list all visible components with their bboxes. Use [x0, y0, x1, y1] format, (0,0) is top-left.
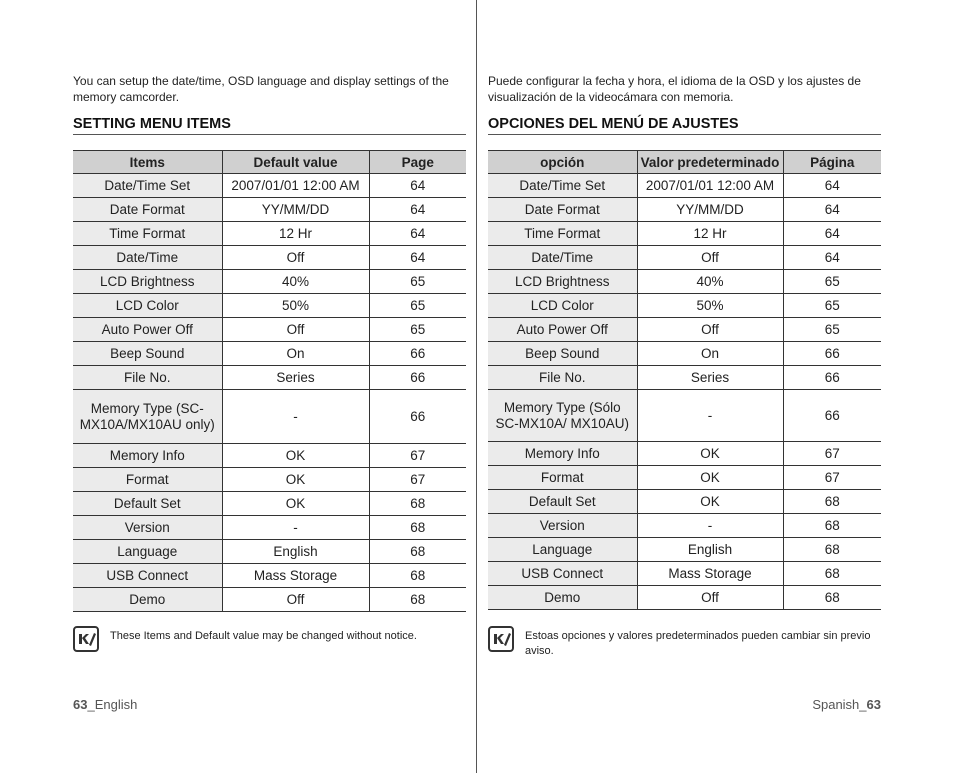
cell-default-value: Series — [222, 366, 369, 390]
cell-default-value: - — [222, 516, 369, 540]
cell-item: Date/Time Set — [73, 174, 222, 198]
table-row — [488, 342, 881, 366]
cell-default-value: 40% — [222, 270, 369, 294]
table-header-row — [73, 151, 466, 174]
cell-page: 66 — [369, 366, 466, 390]
cell-default-value: Off — [222, 246, 369, 270]
cell-item: USB Connect — [488, 562, 637, 586]
cell-item: Memory Type (SC-MX10A/MX10AU only) — [73, 390, 222, 444]
cell-item: LCD Brightness — [488, 270, 637, 294]
cell-page: 64 — [369, 246, 466, 270]
cell-page: 64 — [783, 174, 881, 198]
cell-item: Date Format — [73, 198, 222, 222]
cell-default-value: Series — [637, 366, 783, 390]
cell-page: 68 — [783, 538, 881, 562]
cell-default-value: Off — [637, 318, 783, 342]
cell-default-value: 2007/01/01 12:00 AM — [637, 174, 783, 198]
header-default-value: Default value — [222, 151, 369, 174]
cell-item: Format — [488, 466, 637, 490]
table-header-row — [488, 151, 881, 174]
cell-item: LCD Color — [73, 294, 222, 318]
table-row — [73, 390, 466, 444]
cell-item: Memory Info — [73, 444, 222, 468]
cell-default-value: OK — [637, 490, 783, 514]
cell-default-value: OK — [637, 442, 783, 466]
table-row — [488, 562, 881, 586]
page-footer — [73, 697, 137, 712]
table-row — [488, 294, 881, 318]
cell-page: 65 — [783, 294, 881, 318]
table-row — [73, 318, 466, 342]
cell-item: Language — [73, 540, 222, 564]
header-option: opción — [488, 151, 637, 174]
table-row — [488, 246, 881, 270]
intro-text: Puede configurar la fecha y hora, el idioma de la OSD y los ajustes de visualización de la videocámara con memoria. — [488, 74, 861, 104]
note-icon — [488, 626, 514, 652]
intro-text: You can setup the date/time, OSD language and display settings of the memory camcorder. — [73, 74, 449, 104]
table-row — [488, 318, 881, 342]
cell-page: 67 — [369, 468, 466, 492]
cell-page: 65 — [369, 318, 466, 342]
header-page: Página — [783, 151, 881, 174]
table-row — [73, 516, 466, 540]
cell-page: 64 — [783, 222, 881, 246]
table-row — [73, 342, 466, 366]
cell-item: Time Format — [73, 222, 222, 246]
cell-page: 66 — [783, 342, 881, 366]
page-divider — [476, 0, 477, 773]
cell-item: Date/Time Set — [488, 174, 637, 198]
table-row — [488, 222, 881, 246]
cell-page: 67 — [783, 442, 881, 466]
cell-page: 66 — [369, 342, 466, 366]
cell-default-value: Off — [637, 586, 783, 610]
table-row — [488, 198, 881, 222]
cell-page: 68 — [369, 564, 466, 588]
note-text: Estoas opciones y valores predeterminados pueden cambiar sin previo aviso. — [525, 630, 871, 657]
cell-item: Beep Sound — [73, 342, 222, 366]
cell-item: File No. — [73, 366, 222, 390]
table-row — [73, 540, 466, 564]
section-title: SETTING MENU ITEMS — [73, 116, 466, 135]
table-row — [488, 586, 881, 610]
cell-page: 68 — [783, 514, 881, 538]
cell-default-value: Mass Storage — [222, 564, 369, 588]
cell-default-value: - — [637, 390, 783, 442]
table-row — [488, 514, 881, 538]
cell-item: Date Format — [488, 198, 637, 222]
cell-item: Beep Sound — [488, 342, 637, 366]
table-row — [73, 222, 466, 246]
page-footer — [812, 697, 881, 712]
cell-page: 68 — [783, 490, 881, 514]
cell-default-value: 2007/01/01 12:00 AM — [222, 174, 369, 198]
cell-item: Version — [488, 514, 637, 538]
table-row — [73, 468, 466, 492]
cell-item: Memory Type (Sólo SC-MX10A/ MX10AU) — [488, 390, 637, 442]
cell-page: 65 — [369, 270, 466, 294]
table-row — [73, 294, 466, 318]
cell-page: 64 — [783, 198, 881, 222]
table-row — [73, 270, 466, 294]
table-row — [73, 492, 466, 516]
cell-item: Date/Time — [488, 246, 637, 270]
cell-default-value: YY/MM/DD — [222, 198, 369, 222]
cell-default-value: OK — [637, 466, 783, 490]
cell-default-value: Off — [222, 588, 369, 612]
cell-page: 64 — [783, 246, 881, 270]
page-number: 63 — [866, 697, 881, 712]
cell-default-value: On — [637, 342, 783, 366]
table-row — [73, 588, 466, 612]
cell-page: 66 — [369, 390, 466, 444]
cell-item: Auto Power Off — [488, 318, 637, 342]
cell-default-value: 12 Hr — [222, 222, 369, 246]
cell-default-value: 50% — [637, 294, 783, 318]
table-row — [73, 564, 466, 588]
cell-page: 64 — [369, 198, 466, 222]
cell-default-value: Off — [222, 318, 369, 342]
cell-page: 65 — [783, 270, 881, 294]
header-default-value: Valor predeterminado — [637, 151, 783, 174]
table-row — [488, 366, 881, 390]
cell-default-value: YY/MM/DD — [637, 198, 783, 222]
cell-default-value: English — [222, 540, 369, 564]
cell-default-value: 50% — [222, 294, 369, 318]
cell-item: Version — [73, 516, 222, 540]
cell-item: USB Connect — [73, 564, 222, 588]
footer-language: Spanish_ — [812, 697, 867, 712]
cell-default-value: 40% — [637, 270, 783, 294]
page-number: 63 — [73, 697, 88, 712]
cell-item: Date/Time — [73, 246, 222, 270]
cell-item: Language — [488, 538, 637, 562]
cell-page: 65 — [369, 294, 466, 318]
note-text: These Items and Default value may be changed without notice. — [110, 630, 417, 642]
cell-item: Memory Info — [488, 442, 637, 466]
cell-page: 64 — [369, 174, 466, 198]
cell-default-value: On — [222, 342, 369, 366]
table-row — [73, 246, 466, 270]
cell-page: 64 — [369, 222, 466, 246]
table-row — [73, 366, 466, 390]
header-items: Items — [73, 151, 222, 174]
cell-page: 68 — [783, 562, 881, 586]
table-row — [73, 174, 466, 198]
cell-default-value: - — [222, 390, 369, 444]
table-row — [488, 390, 881, 442]
table-row — [73, 198, 466, 222]
cell-page: 68 — [369, 540, 466, 564]
header-page: Page — [369, 151, 466, 174]
table-row — [488, 174, 881, 198]
cell-item: LCD Color — [488, 294, 637, 318]
settings-table — [73, 150, 466, 612]
cell-default-value: 12 Hr — [637, 222, 783, 246]
cell-item: Demo — [488, 586, 637, 610]
table-row — [488, 270, 881, 294]
cell-item: Format — [73, 468, 222, 492]
cell-default-value: Mass Storage — [637, 562, 783, 586]
cell-item: Default Set — [73, 492, 222, 516]
cell-default-value: OK — [222, 468, 369, 492]
cell-item: Time Format — [488, 222, 637, 246]
cell-default-value: OK — [222, 444, 369, 468]
cell-item: LCD Brightness — [73, 270, 222, 294]
table-row — [488, 442, 881, 466]
table-row — [488, 466, 881, 490]
cell-item: Auto Power Off — [73, 318, 222, 342]
table-row — [488, 538, 881, 562]
cell-page: 68 — [369, 492, 466, 516]
cell-page: 68 — [369, 516, 466, 540]
cell-page: 66 — [783, 390, 881, 442]
section-title: OPCIONES DEL MENÚ DE AJUSTES — [488, 116, 881, 135]
cell-default-value: OK — [222, 492, 369, 516]
cell-page: 68 — [783, 586, 881, 610]
cell-default-value: English — [637, 538, 783, 562]
table-row — [488, 490, 881, 514]
cell-page: 65 — [783, 318, 881, 342]
cell-default-value: - — [637, 514, 783, 538]
cell-item: Default Set — [488, 490, 637, 514]
cell-item: Demo — [73, 588, 222, 612]
cell-item: File No. — [488, 366, 637, 390]
footer-language: _English — [87, 697, 138, 712]
cell-page: 66 — [783, 366, 881, 390]
settings-table — [488, 150, 881, 610]
cell-page: 67 — [783, 466, 881, 490]
table-row — [73, 444, 466, 468]
cell-page: 67 — [369, 444, 466, 468]
cell-page: 68 — [369, 588, 466, 612]
cell-default-value: Off — [637, 246, 783, 270]
note-icon — [73, 626, 99, 652]
